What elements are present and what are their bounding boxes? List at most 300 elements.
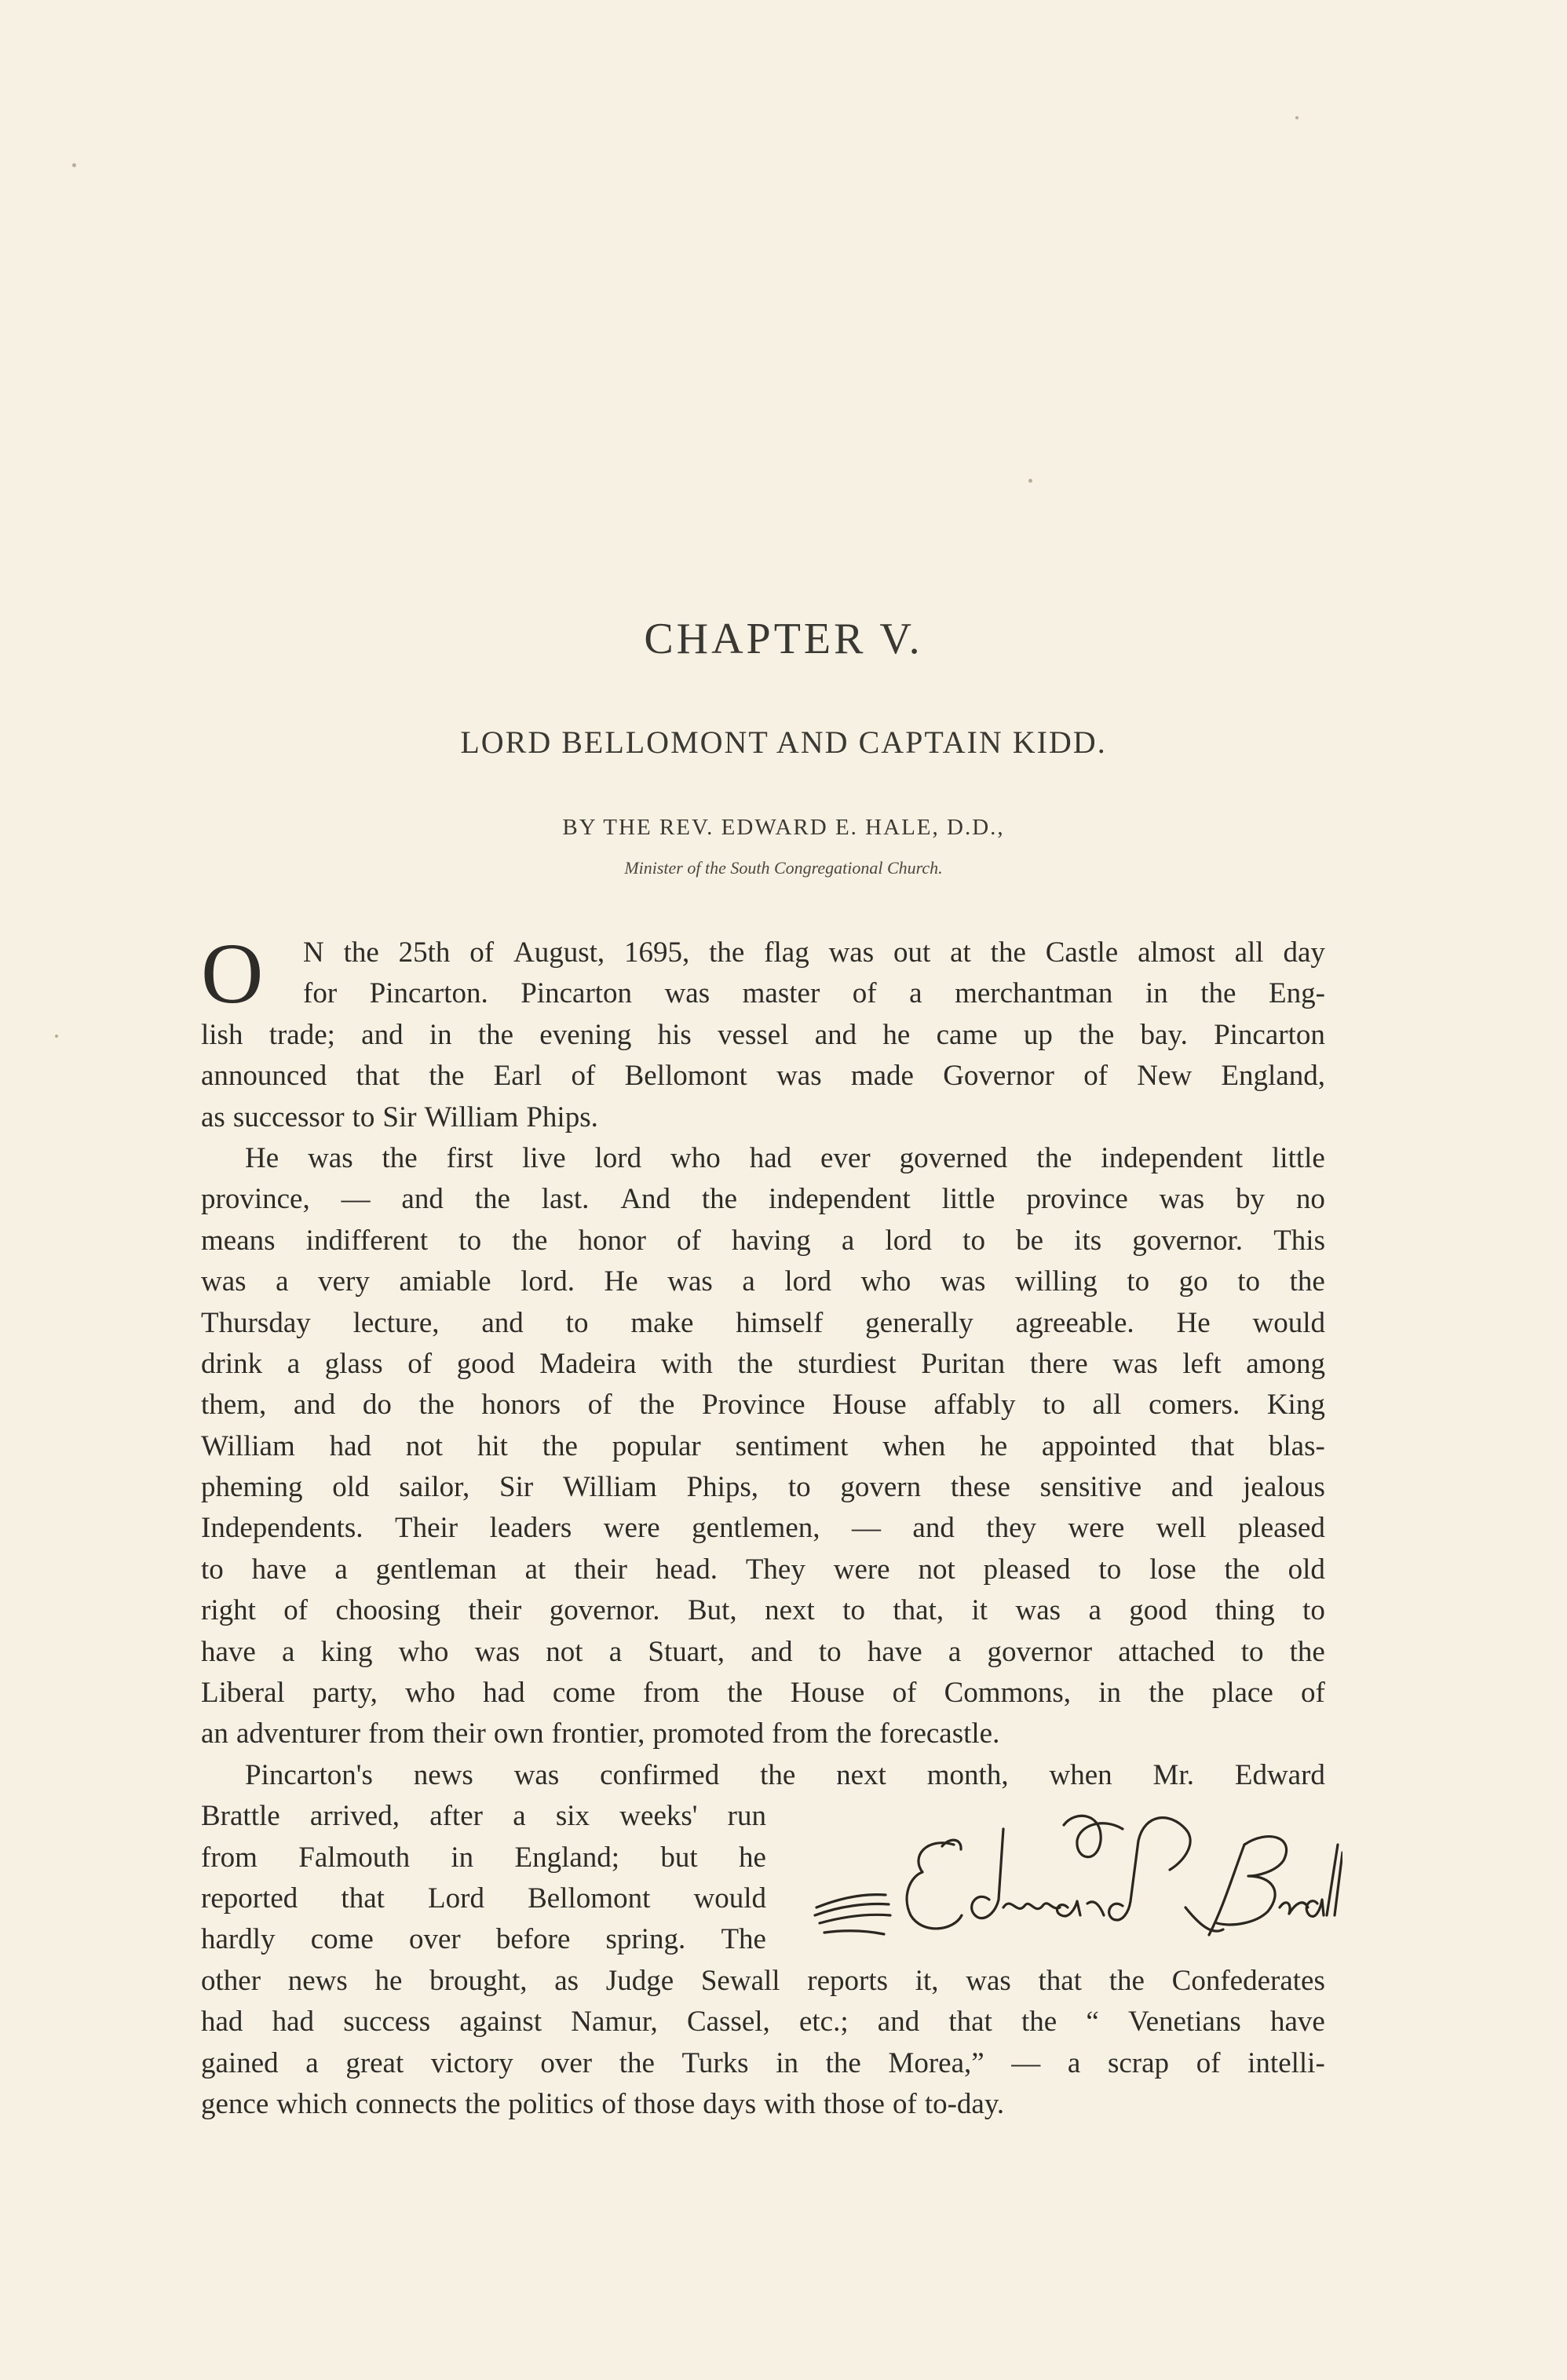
word: to-day. bbox=[924, 2087, 1005, 2120]
word: And bbox=[620, 1183, 671, 1216]
word: was bbox=[1159, 1183, 1205, 1216]
word: was bbox=[308, 1141, 353, 1174]
word: of bbox=[1083, 1060, 1109, 1093]
text-line bbox=[201, 1303, 1325, 1344]
word: have bbox=[867, 1635, 922, 1668]
word: Thursday bbox=[201, 1306, 311, 1339]
word: at bbox=[950, 936, 971, 969]
speck bbox=[1028, 479, 1032, 483]
word: old bbox=[1288, 1553, 1325, 1586]
word: was bbox=[1015, 1594, 1061, 1627]
word: had bbox=[749, 1141, 792, 1174]
word: He bbox=[245, 1141, 279, 1174]
word: in bbox=[451, 1841, 474, 1874]
word: victory bbox=[430, 2046, 513, 2079]
word: almost bbox=[1138, 936, 1215, 969]
word: Venetians bbox=[1127, 2006, 1241, 2039]
word: Liberal bbox=[201, 1677, 285, 1710]
word: the bbox=[542, 1429, 578, 1462]
word: was bbox=[1112, 1347, 1158, 1380]
text-line bbox=[201, 1138, 1325, 1179]
word: news bbox=[413, 1758, 473, 1791]
word: at bbox=[524, 1553, 546, 1586]
word: announced bbox=[201, 1060, 327, 1093]
speck bbox=[55, 1035, 58, 1038]
word: pleased bbox=[1237, 1512, 1325, 1545]
word: come bbox=[310, 1923, 374, 1956]
word: were bbox=[603, 1512, 660, 1545]
word: scrap bbox=[1107, 2046, 1170, 2079]
word: Earl bbox=[493, 1060, 542, 1093]
word: little bbox=[941, 1183, 995, 1216]
signature-edward-brattle bbox=[793, 1798, 1342, 1970]
word: the bbox=[343, 936, 379, 969]
word: was bbox=[776, 1060, 822, 1093]
word: of bbox=[407, 1347, 433, 1380]
word: lord. bbox=[521, 1265, 575, 1298]
word: a bbox=[841, 1224, 855, 1257]
word: the bbox=[477, 1018, 514, 1051]
word: He bbox=[604, 1265, 638, 1298]
word: their bbox=[433, 1717, 486, 1750]
word: first bbox=[446, 1141, 494, 1174]
word: the bbox=[429, 1060, 465, 1093]
word: Stuart, bbox=[648, 1635, 725, 1668]
word: Commons, bbox=[944, 1677, 1072, 1710]
word: of bbox=[1196, 2046, 1221, 2079]
word: success bbox=[343, 2006, 431, 2039]
word: out bbox=[893, 936, 931, 969]
word: in bbox=[429, 1018, 452, 1051]
word: the bbox=[737, 1347, 773, 1380]
word: were bbox=[833, 1553, 890, 1586]
word: the bbox=[639, 1389, 675, 1422]
word: had bbox=[483, 1677, 525, 1710]
word: a bbox=[513, 1800, 526, 1833]
word: drink bbox=[201, 1347, 263, 1380]
word: lord bbox=[594, 1141, 642, 1174]
text-line bbox=[201, 1385, 1325, 1425]
word: who bbox=[670, 1141, 721, 1174]
word: sturdiest bbox=[798, 1347, 897, 1380]
word: six bbox=[555, 1800, 590, 1833]
word: — bbox=[1011, 2046, 1041, 2079]
word: William bbox=[201, 1429, 295, 1462]
word: the bbox=[474, 1183, 510, 1216]
word: reported bbox=[201, 1882, 298, 1915]
text-line bbox=[201, 1796, 766, 1837]
word: William bbox=[563, 1471, 657, 1504]
word: — bbox=[851, 1512, 881, 1545]
word: were bbox=[1068, 1512, 1125, 1545]
word: with bbox=[764, 2087, 816, 2120]
word: all bbox=[1092, 1389, 1122, 1422]
word: when bbox=[882, 1429, 946, 1462]
word: would bbox=[693, 1882, 766, 1915]
word: not bbox=[546, 1635, 583, 1668]
word: popular bbox=[612, 1429, 701, 1462]
word: William bbox=[424, 1101, 519, 1133]
word: appointed bbox=[1041, 1429, 1156, 1462]
word: the bbox=[701, 1183, 738, 1216]
word: from bbox=[201, 1841, 258, 1874]
word: of bbox=[283, 1594, 309, 1627]
word: independent bbox=[1101, 1141, 1244, 1174]
word: right bbox=[201, 1594, 256, 1627]
word: after bbox=[429, 1800, 483, 1833]
word: province bbox=[1026, 1183, 1128, 1216]
word: confirmed bbox=[600, 1758, 720, 1791]
text-line bbox=[201, 973, 1325, 1014]
text-line bbox=[201, 1344, 1325, 1385]
text-line bbox=[201, 1221, 1325, 1261]
word: — bbox=[341, 1183, 371, 1216]
word: spring. bbox=[605, 1923, 686, 1956]
word: sentiment bbox=[735, 1429, 849, 1462]
word: promoted bbox=[652, 1717, 765, 1750]
word: a bbox=[948, 1635, 962, 1668]
word: honors bbox=[481, 1389, 561, 1422]
word: have bbox=[251, 1553, 307, 1586]
word: pheming bbox=[201, 1471, 303, 1504]
word: place bbox=[1211, 1677, 1273, 1710]
text-line bbox=[201, 2043, 1325, 2084]
word: and bbox=[293, 1389, 336, 1422]
word: having bbox=[732, 1224, 811, 1257]
text-line bbox=[201, 2002, 1325, 2042]
word: of bbox=[571, 1060, 596, 1093]
word: They bbox=[745, 1553, 805, 1586]
word: frontier, bbox=[551, 1717, 645, 1750]
word: 1695, bbox=[624, 936, 690, 969]
word: last. bbox=[541, 1183, 590, 1216]
word: had bbox=[329, 1429, 371, 1462]
word: to bbox=[818, 1635, 842, 1668]
word: Sewall bbox=[700, 1964, 780, 1997]
word: England, bbox=[1221, 1060, 1325, 1093]
word: great bbox=[345, 2046, 404, 2079]
word: to bbox=[1043, 1389, 1065, 1422]
word: gentleman bbox=[375, 1553, 497, 1586]
word: Edward bbox=[1234, 1758, 1325, 1791]
word: the bbox=[382, 1141, 418, 1174]
word: successor bbox=[232, 1101, 345, 1133]
word: the bbox=[512, 1224, 548, 1257]
word: he bbox=[374, 1964, 403, 1997]
word: came bbox=[936, 1018, 998, 1051]
word: was bbox=[513, 1758, 560, 1791]
word: Pincarton. bbox=[369, 977, 488, 1010]
word: in bbox=[776, 2046, 798, 2079]
word: Independents. bbox=[201, 1512, 363, 1545]
word: the bbox=[1079, 1018, 1115, 1051]
word: to bbox=[787, 1471, 811, 1504]
word: Pincarton bbox=[521, 977, 633, 1010]
word: choosing bbox=[335, 1594, 441, 1627]
text-line bbox=[201, 1838, 766, 1878]
word: the bbox=[709, 936, 745, 969]
word: the bbox=[760, 1758, 796, 1791]
word: was bbox=[474, 1635, 521, 1668]
word: come bbox=[552, 1677, 615, 1710]
word: that bbox=[948, 2006, 992, 2039]
text-line bbox=[201, 1015, 1325, 1056]
text-line bbox=[201, 2084, 1325, 2125]
word: Pincarton bbox=[1214, 1018, 1325, 1051]
word: governed bbox=[899, 1141, 1008, 1174]
text-line bbox=[201, 1261, 1325, 1302]
word: would bbox=[1252, 1306, 1325, 1339]
word: agreeable. bbox=[1015, 1306, 1134, 1339]
word: and bbox=[481, 1306, 524, 1339]
word: Sir bbox=[499, 1471, 534, 1504]
word: New bbox=[1137, 1060, 1193, 1093]
word: governor. bbox=[1132, 1224, 1244, 1257]
word: that bbox=[341, 1882, 385, 1915]
text-line bbox=[201, 1426, 1325, 1467]
word: a bbox=[742, 1265, 755, 1298]
word: the bbox=[825, 2046, 861, 2079]
word: when bbox=[1049, 1758, 1112, 1791]
word: House bbox=[832, 1389, 907, 1422]
text-line bbox=[201, 1550, 1325, 1590]
text-line bbox=[201, 933, 1325, 973]
word: means bbox=[201, 1224, 276, 1257]
word: and bbox=[361, 1018, 404, 1051]
word: and bbox=[751, 1635, 793, 1668]
word: to bbox=[201, 1553, 224, 1586]
word: he bbox=[739, 1841, 766, 1874]
word: day bbox=[1283, 936, 1325, 969]
word: glass bbox=[324, 1347, 383, 1380]
word: comers. bbox=[1149, 1389, 1240, 1422]
word: pleased bbox=[983, 1553, 1071, 1586]
word: made bbox=[850, 1060, 914, 1093]
text-line bbox=[201, 1714, 1325, 1754]
word: governor. bbox=[549, 1594, 660, 1627]
word: left bbox=[1182, 1347, 1222, 1380]
word: all bbox=[1234, 936, 1264, 969]
word: its bbox=[1074, 1224, 1102, 1257]
word: and bbox=[814, 1018, 857, 1051]
word: brought, bbox=[429, 1964, 528, 1997]
word: master bbox=[742, 977, 820, 1010]
word: to bbox=[842, 1594, 865, 1627]
word: king bbox=[320, 1635, 373, 1668]
word: the bbox=[1200, 977, 1236, 1010]
word: do bbox=[362, 1389, 392, 1422]
word: connects bbox=[355, 2087, 458, 2120]
word: be bbox=[1016, 1224, 1044, 1257]
word: hardly bbox=[201, 1923, 276, 1956]
word: that bbox=[1190, 1429, 1235, 1462]
word: gained bbox=[201, 2046, 279, 2079]
word: good bbox=[456, 1347, 515, 1380]
word: go bbox=[1178, 1265, 1208, 1298]
word: it bbox=[971, 1594, 988, 1627]
word: news bbox=[287, 1964, 348, 1997]
word: governor bbox=[987, 1635, 1093, 1668]
word: from bbox=[772, 1717, 829, 1750]
word: lord bbox=[885, 1224, 933, 1257]
text-line bbox=[201, 1590, 1325, 1631]
word: month, bbox=[926, 1758, 1009, 1791]
word: Falmouth bbox=[298, 1841, 411, 1874]
word: Madeira bbox=[539, 1347, 637, 1380]
word: amiable bbox=[399, 1265, 491, 1298]
word: to bbox=[1237, 1265, 1261, 1298]
word: blas- bbox=[1268, 1429, 1325, 1462]
word: that bbox=[1038, 1964, 1083, 1997]
word: province, bbox=[201, 1183, 310, 1216]
word: ever bbox=[820, 1141, 871, 1174]
text-line bbox=[201, 1179, 1325, 1220]
word: in bbox=[1098, 1677, 1122, 1710]
word: days bbox=[703, 2087, 757, 2120]
text-line bbox=[201, 1919, 766, 1960]
word: to bbox=[1240, 1635, 1264, 1668]
word: Namur, bbox=[571, 2006, 658, 2039]
word: was bbox=[667, 1265, 713, 1298]
word: a bbox=[282, 1635, 295, 1668]
word: August, bbox=[513, 936, 605, 969]
word: govern bbox=[840, 1471, 922, 1504]
word: Phips, bbox=[686, 1471, 759, 1504]
word: Lord bbox=[428, 1882, 484, 1915]
word: was bbox=[966, 1964, 1011, 1997]
word: reports bbox=[807, 1964, 889, 1997]
word: up bbox=[1023, 1018, 1053, 1051]
word: weeks' bbox=[619, 1800, 698, 1833]
word: those bbox=[823, 2087, 885, 2120]
word: which bbox=[276, 2087, 348, 2120]
word: of bbox=[892, 2087, 917, 2120]
word: Judge bbox=[605, 1964, 674, 1997]
word: honor bbox=[578, 1224, 646, 1257]
word: a bbox=[276, 1265, 289, 1298]
word: of bbox=[1300, 1677, 1325, 1710]
word: a bbox=[1088, 1594, 1101, 1627]
word: the bbox=[836, 1717, 872, 1750]
word: generally bbox=[865, 1306, 973, 1339]
word: their bbox=[574, 1553, 627, 1586]
word: an bbox=[201, 1717, 228, 1750]
word: jealous bbox=[1243, 1471, 1325, 1504]
word: Their bbox=[394, 1512, 458, 1545]
word: Sir bbox=[382, 1101, 417, 1133]
word: that bbox=[356, 1060, 400, 1093]
text-line bbox=[201, 1097, 1325, 1138]
word: was bbox=[828, 936, 875, 969]
word: well bbox=[1156, 1512, 1207, 1545]
word: Confederates bbox=[1171, 1964, 1325, 1997]
word: This bbox=[1273, 1224, 1325, 1257]
word: the bbox=[619, 2046, 655, 2079]
word: of bbox=[587, 1389, 612, 1422]
word: other bbox=[201, 1964, 261, 1997]
word: the bbox=[465, 2087, 501, 2120]
word: of bbox=[601, 2087, 626, 2120]
word: these bbox=[950, 1471, 1010, 1504]
text-line bbox=[201, 1878, 766, 1919]
word: of bbox=[852, 977, 877, 1010]
word: and bbox=[912, 1512, 955, 1545]
word: to bbox=[962, 1224, 985, 1257]
word: lord bbox=[784, 1265, 831, 1298]
word: over bbox=[540, 2046, 593, 2079]
word: to bbox=[1302, 1594, 1325, 1627]
word: not bbox=[405, 1429, 444, 1462]
word: to bbox=[1127, 1265, 1150, 1298]
word: King bbox=[1266, 1389, 1325, 1422]
text-line bbox=[201, 1056, 1325, 1097]
word: to bbox=[1098, 1553, 1122, 1586]
word: from bbox=[368, 1717, 426, 1750]
chapter-title: CHAPTER V. bbox=[644, 615, 923, 663]
word: the bbox=[1109, 1964, 1145, 1997]
word: lish bbox=[201, 1018, 243, 1051]
word: the bbox=[1036, 1141, 1072, 1174]
word: gence bbox=[201, 2087, 269, 2120]
word: they bbox=[986, 1512, 1036, 1545]
word: independent bbox=[768, 1183, 911, 1216]
word: there bbox=[1029, 1347, 1088, 1380]
word: make bbox=[630, 1306, 694, 1339]
word: Morea,” bbox=[888, 2046, 984, 2079]
word: was bbox=[940, 1265, 986, 1298]
word: The bbox=[721, 1923, 766, 1956]
word: own bbox=[493, 1717, 544, 1750]
word: them, bbox=[201, 1389, 267, 1422]
word: flag bbox=[764, 936, 809, 969]
word: bay. bbox=[1140, 1018, 1188, 1051]
word: very bbox=[318, 1265, 370, 1298]
word: a bbox=[334, 1553, 348, 1586]
word: who bbox=[398, 1635, 449, 1668]
word: those bbox=[634, 2087, 696, 2120]
speck bbox=[1295, 116, 1299, 119]
word: “ bbox=[1086, 2006, 1099, 2039]
word: Eng- bbox=[1268, 977, 1325, 1010]
word: etc.; bbox=[798, 2006, 849, 2039]
word: thing bbox=[1215, 1594, 1275, 1627]
word: that, bbox=[893, 1594, 944, 1627]
word: to bbox=[565, 1306, 589, 1339]
text-line bbox=[201, 1632, 1325, 1673]
word: Phips. bbox=[526, 1101, 598, 1133]
word: had bbox=[201, 2006, 243, 2039]
word: and bbox=[877, 2006, 920, 2039]
word: willing bbox=[1014, 1265, 1098, 1298]
word: against bbox=[459, 2006, 542, 2039]
word: adventurer bbox=[236, 1717, 361, 1750]
word: N bbox=[303, 936, 324, 969]
word: indifferent bbox=[305, 1224, 429, 1257]
word: House bbox=[790, 1677, 865, 1710]
word: the bbox=[990, 936, 1026, 969]
word: arrived, bbox=[309, 1800, 400, 1833]
word: Pincarton's bbox=[245, 1758, 373, 1791]
word: his bbox=[657, 1018, 692, 1051]
word: evening bbox=[539, 1018, 632, 1051]
author-affiliation: Minister of the South Congregational Church. bbox=[624, 858, 943, 878]
word: intelli- bbox=[1247, 2046, 1325, 2079]
drop-cap: O bbox=[201, 925, 264, 1021]
word: lecture, bbox=[352, 1306, 440, 1339]
word: Brattle bbox=[201, 1800, 280, 1833]
word: and bbox=[1171, 1471, 1214, 1504]
word: lose bbox=[1149, 1553, 1196, 1586]
